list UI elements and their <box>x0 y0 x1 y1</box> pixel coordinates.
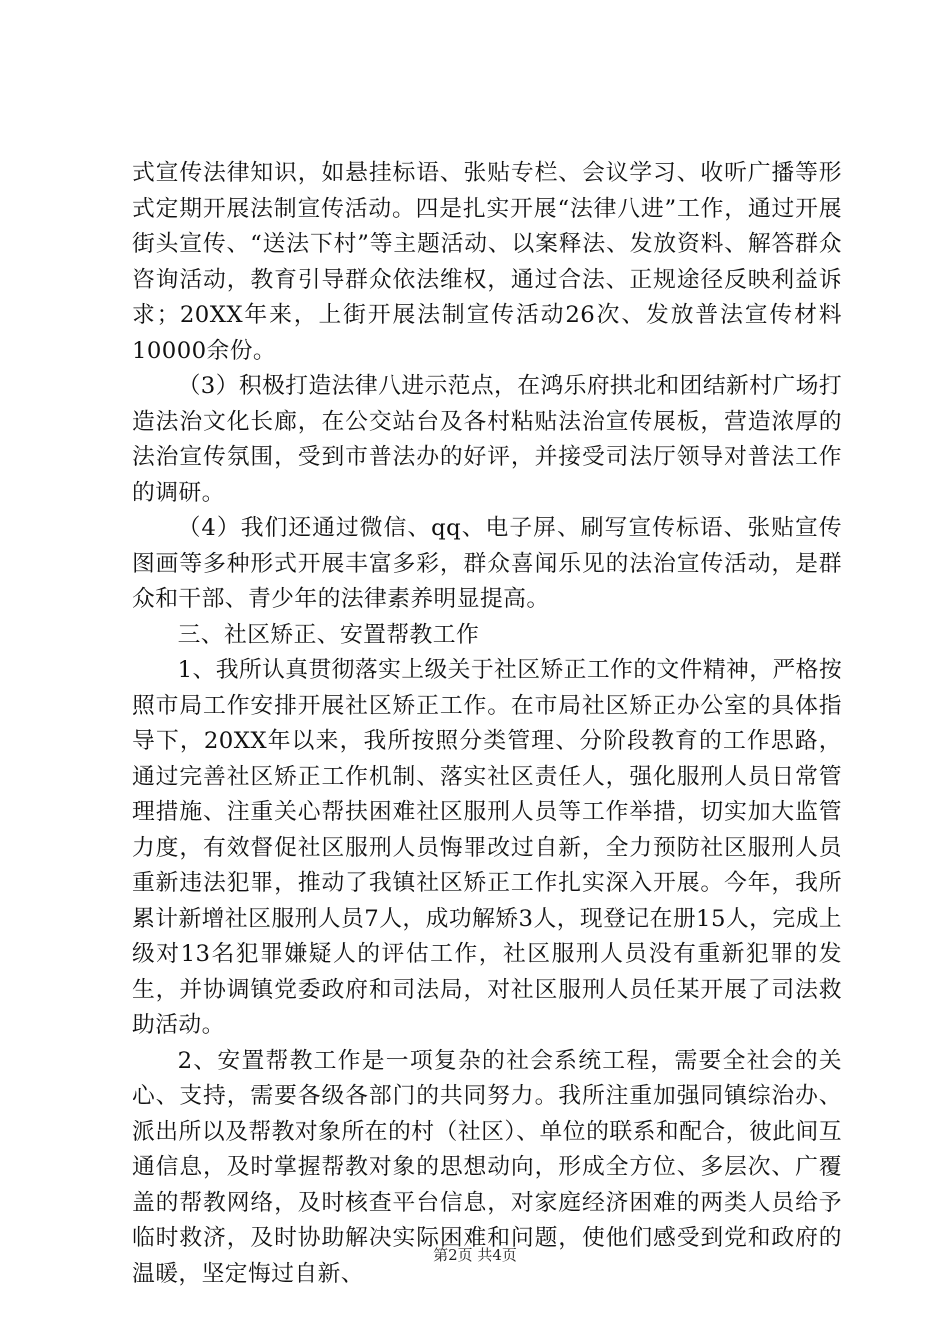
paragraph-community-correction: 1、我所认真贯彻落实上级关于社区矫正工作的文件精神，严格按照市局工作安排开展社区矫正工作。在市局社区矫正办公室的具体指导下，20XX年以来，我所按照分类管理、分阶段教育的工作思路，通过完善社区矫正工作机制、落实社区责任人，强化服刑人员日常管理措施、注重关心帮扶困难社区服刑人员等工作举措，切实加大监管力度，有效督促社区服刑人员悔罪改过自新，全力预防社区服刑人员重新违法犯罪，推动了我镇社区矫正工作扎实深入开展。今年，我所累计新增社区服刑人员7人，成功解矫3人，现登记在册15人，完成上级对13名犯罪嫌疑人的评估工作，社区服刑人员没有重新犯罪的发生，并协调镇党委政府和司法局，对社区服刑人员任某开展了司法救助活动。 <box>132 657 843 1038</box>
paragraph-item-4: （4）我们还通过微信、qq、电子屏、刷写宣传标语、张贴宣传图画等多种形式开展丰富多彩，群众喜闻乐见的法治宣传活动，是群众和干部、青少年的法律素养明显提高。 <box>132 515 842 612</box>
page-number-footer: 第2页 共4页 <box>433 1246 517 1264</box>
paragraph-resettlement: 2、安置帮教工作是一项复杂的社会系统工程，需要全社会的关心、支持，需要各级各部门的共同努力。我所注重加强同镇综治办、派出所以及帮教对象所在的村（社区）、单位的联系和配合，彼此间互通信息，及时掌握帮教对象的思想动向，形成全方位、多层次、广覆盖的帮教网络，及时核查平台信息，对家庭经济困难的两类人员给予临时救济，及时协助解决实际困难和问题，使他们感受到党和政府的温暖，坚定悔过自新、 <box>132 1047 842 1287</box>
document-body <box>132 156 842 1292</box>
paragraph-item-3: （3）积极打造法律八进示范点，在鸿乐府拱北和团结新村广场打造法治文化长廊，在公交站台及各村粘贴法治宣传展板，营造浓厚的法治宣传氛围，受到市普法办的好评，并接受司法厅领导对普法工作的调研。 <box>132 373 843 506</box>
paragraph-continued: 式宣传法律知识，如悬挂标语、张贴专栏、会议学习、收听广播等形式定期开展法制宣传活动。四是扎实开展“法律八进”工作，通过开展街头宣传、“送法下村”等主题活动、以案释法、发放资料、解答群众咨询活动，教育引导群众依法维权，通过合法、正规途径反映利益诉求；20XX年来，上街开展法制宣传活动26次、发放普法宣传材料10000余份。 <box>132 160 842 364</box>
section-heading: 三、社区矫正、安置帮教工作 <box>177 621 480 648</box>
